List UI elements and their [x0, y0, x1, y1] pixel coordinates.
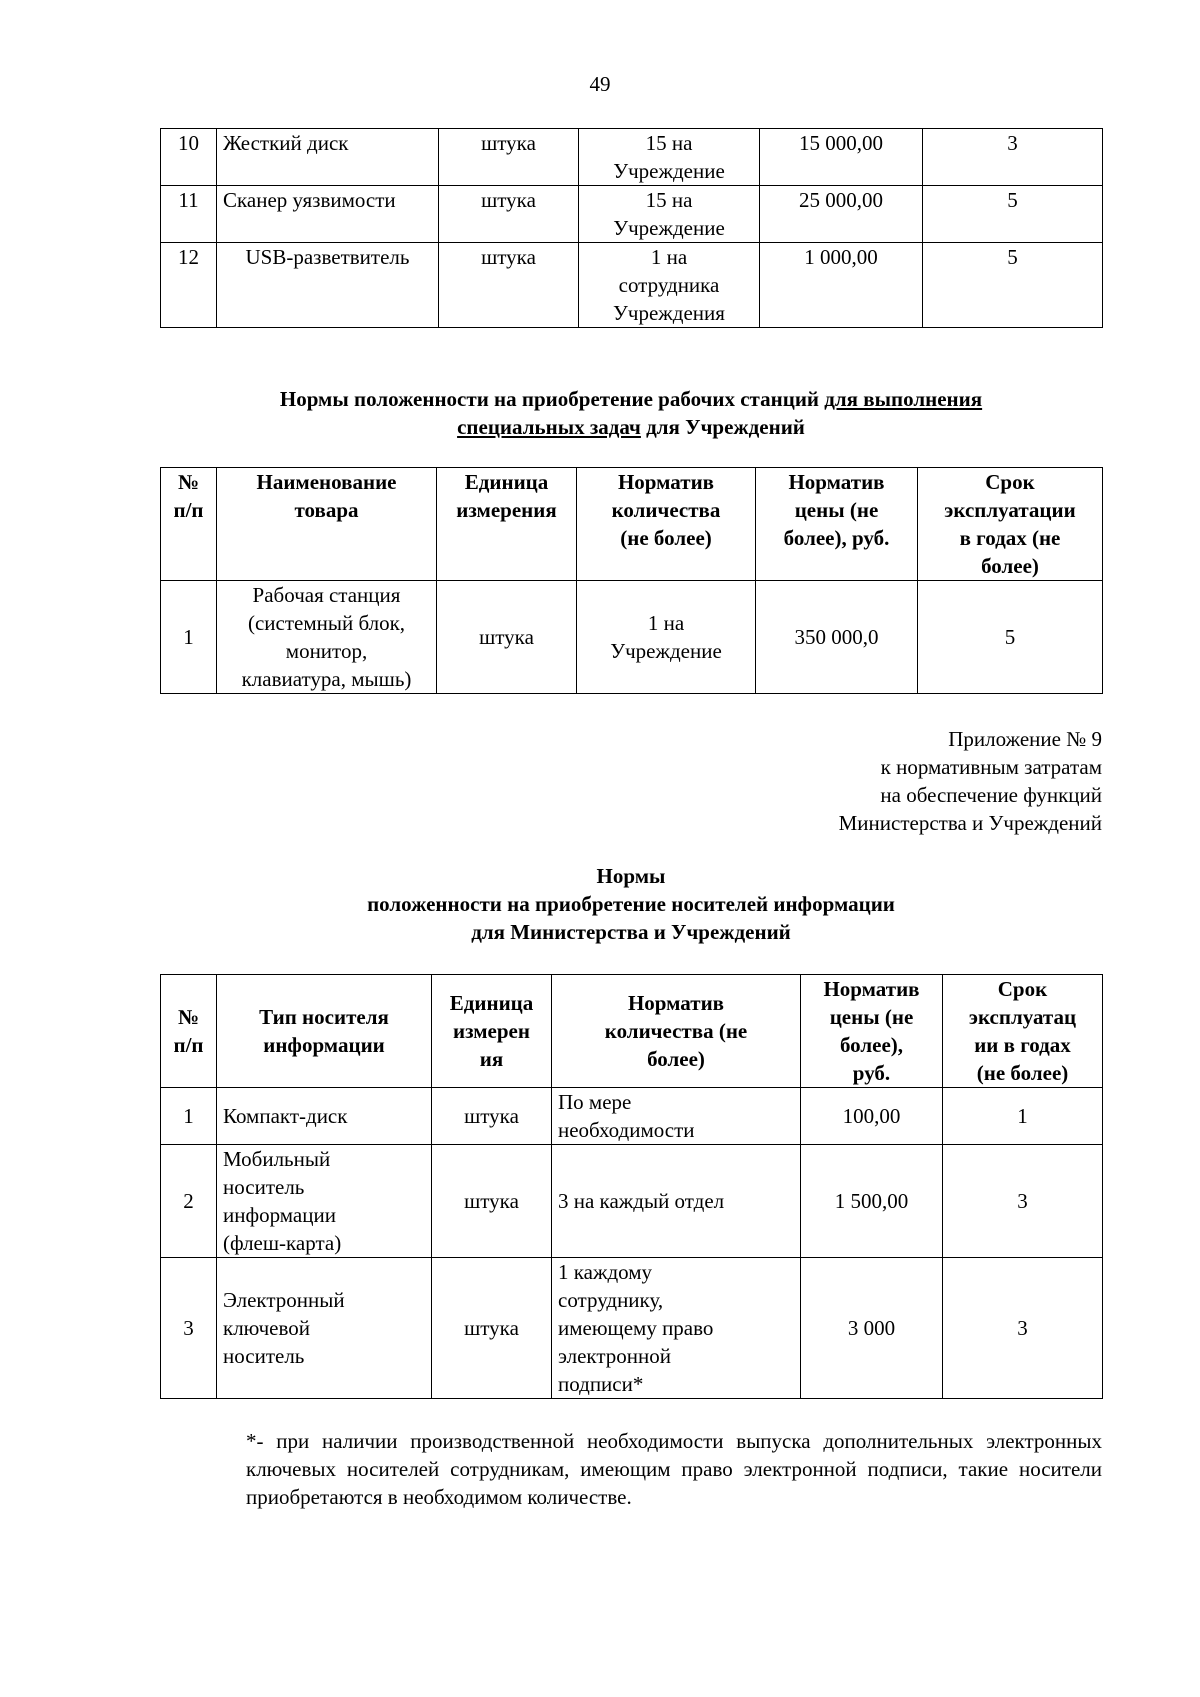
service-life: 5 [923, 243, 1103, 328]
unit: штука [439, 129, 579, 186]
item-name [217, 581, 437, 694]
line: количества [611, 498, 721, 522]
unit: штука [432, 1258, 552, 1399]
line: Норматив [617, 470, 715, 494]
service-life: 5 [923, 186, 1103, 243]
line: По мере [558, 1090, 632, 1114]
line: информации [263, 1033, 385, 1057]
line: ключевой [223, 1316, 310, 1340]
service-life: 5 [918, 581, 1103, 694]
price-norm: 15 000,00 [760, 129, 923, 186]
annex-header [839, 725, 1102, 837]
line: Нормы [596, 864, 666, 888]
line: более), руб. [783, 526, 890, 550]
line: на обеспечение функций [880, 783, 1102, 807]
media-type [217, 1145, 432, 1258]
quantity-norm [552, 1258, 801, 1399]
title-text: для Учреждений [640, 415, 805, 439]
line: № [177, 470, 200, 494]
line: цены (не [829, 1005, 914, 1029]
header-service-life [918, 468, 1103, 581]
item-name: Сканер уязвимости [217, 186, 439, 243]
header-price [801, 975, 943, 1088]
unit: штука [439, 243, 579, 328]
table-row [161, 1088, 1103, 1145]
line: Тип носителя [259, 1005, 389, 1029]
unit: штука [432, 1088, 552, 1145]
row-number: 12 [161, 243, 217, 328]
line: Единица [464, 470, 549, 494]
line: положенности на приобретение носителей информации [367, 892, 895, 916]
line: Рабочая станция [252, 583, 401, 607]
line: Норматив [823, 977, 920, 1001]
line: 1 на [650, 245, 688, 269]
media-type [217, 1258, 432, 1399]
table-header-row [161, 468, 1103, 581]
row-number: 10 [161, 129, 217, 186]
price-norm: 1 500,00 [801, 1145, 943, 1258]
header-unit [432, 975, 552, 1088]
header-unit [437, 468, 577, 581]
line: Наименование [256, 470, 397, 494]
line: товара [294, 498, 359, 522]
line: эксплуатации [944, 498, 1076, 522]
line: № [177, 1005, 200, 1029]
line: (системный блок, [247, 611, 406, 635]
title-text: Нормы положенности на приобретение рабочих станций [279, 387, 825, 411]
page-number: 49 [589, 72, 611, 96]
unit: штука [439, 186, 579, 243]
row-number: 2 [161, 1145, 217, 1258]
line: 1 каждому [558, 1260, 653, 1284]
item-name: Жесткий диск [217, 129, 439, 186]
header-quantity [577, 468, 756, 581]
service-life: 3 [943, 1145, 1103, 1258]
line: измерения [456, 498, 557, 522]
line: Приложение № 9 [948, 727, 1102, 751]
line: Министерства и Учреждений [838, 811, 1102, 835]
line: Электронный [223, 1288, 345, 1312]
table-row [161, 129, 1103, 186]
line: более) [981, 554, 1039, 578]
line: в годах (не [959, 526, 1061, 550]
equipment-table-continuation [160, 128, 1103, 328]
header-num [161, 975, 217, 1088]
header-price [756, 468, 918, 581]
line: количества (не [604, 1019, 748, 1043]
header-service-life [943, 975, 1103, 1088]
unit: штука [437, 581, 577, 694]
service-life: 3 [923, 129, 1103, 186]
line: 15 на [645, 131, 693, 155]
row-number: 3 [161, 1258, 217, 1399]
title-underlined: для выполнения [824, 387, 983, 411]
line: ии в годах [974, 1033, 1071, 1057]
row-number: 1 [161, 581, 217, 694]
price-norm: 25 000,00 [760, 186, 923, 243]
line: информации [223, 1203, 336, 1227]
quantity-norm [579, 129, 760, 186]
footnote: *- при наличии производственной необходимости выпуска дополнительных электронных ключевых носителей сотрудникам, имеющим право электронной подписи, такие носители приобретаются в необходимом количестве. [246, 1429, 1102, 1509]
price-norm: 3 000 [801, 1258, 943, 1399]
line: имеющему право [558, 1316, 714, 1340]
line: носитель [223, 1344, 305, 1368]
table-row [161, 243, 1103, 328]
price-norm: 1 000,00 [760, 243, 923, 328]
price-norm: 100,00 [801, 1088, 943, 1145]
media-table [160, 974, 1103, 1399]
row-number: 1 [161, 1088, 217, 1145]
line: ия [479, 1047, 504, 1071]
line: сотруднику, [558, 1288, 664, 1312]
line: (флеш-карта) [223, 1231, 342, 1255]
quantity-norm [579, 186, 760, 243]
line: п/п [173, 498, 204, 522]
header-num [161, 468, 217, 581]
line: Учреждение [613, 216, 725, 240]
price-norm: 350 000,0 [756, 581, 918, 694]
line: Мобильный [223, 1147, 331, 1171]
line: п/п [173, 1033, 204, 1057]
table-row [161, 581, 1103, 694]
line: Единица [449, 991, 534, 1015]
title-underlined: специальных задач [457, 415, 641, 439]
line: для Министерства и Учреждений [471, 920, 791, 944]
workstations-table [160, 467, 1103, 694]
row-number: 11 [161, 186, 217, 243]
header-type [217, 975, 432, 1088]
quantity-norm [552, 1088, 801, 1145]
line: носитель [223, 1175, 305, 1199]
line: Компакт-диск [223, 1104, 348, 1128]
table-row [161, 1258, 1103, 1399]
quantity-norm [579, 243, 760, 328]
line: измерен [453, 1019, 530, 1043]
line: Норматив [627, 991, 725, 1015]
line: к нормативным затратам [880, 755, 1102, 779]
line: Учреждение [610, 639, 722, 663]
line: эксплуатац [968, 1005, 1077, 1029]
line: Учреждение [613, 159, 725, 183]
line: Срок [985, 470, 1035, 494]
line: подписи* [558, 1372, 644, 1396]
line: руб. [852, 1061, 891, 1085]
quantity-norm [577, 581, 756, 694]
line: более) [647, 1047, 705, 1071]
line: необходимости [558, 1118, 695, 1142]
unit: штука [432, 1145, 552, 1258]
service-life: 3 [943, 1258, 1103, 1399]
workstations-section-title [160, 385, 1102, 441]
line: Срок [997, 977, 1048, 1001]
line: сотрудника [618, 273, 720, 297]
line: монитор, [285, 639, 368, 663]
media-section-title [160, 862, 1102, 946]
line: 1 на [647, 611, 685, 635]
service-life: 1 [943, 1088, 1103, 1145]
media-type [217, 1088, 432, 1145]
line: Учреждения [613, 301, 725, 325]
line: Норматив [788, 470, 885, 494]
table-header-row [161, 975, 1103, 1088]
line: 3 на каждый отдел [558, 1189, 725, 1213]
header-quantity [552, 975, 801, 1088]
line: 15 на [645, 188, 693, 212]
line: электронной [558, 1344, 672, 1368]
line: более), [839, 1033, 904, 1057]
line: (не более) [620, 526, 712, 550]
line: цены (не [794, 498, 879, 522]
line: клавиатура, мышь) [241, 667, 412, 691]
line: (не более) [976, 1061, 1069, 1085]
table-row [161, 186, 1103, 243]
quantity-norm [552, 1145, 801, 1258]
header-name [217, 468, 437, 581]
item-name: USB-разветвитель [217, 243, 439, 328]
table-row [161, 1145, 1103, 1258]
